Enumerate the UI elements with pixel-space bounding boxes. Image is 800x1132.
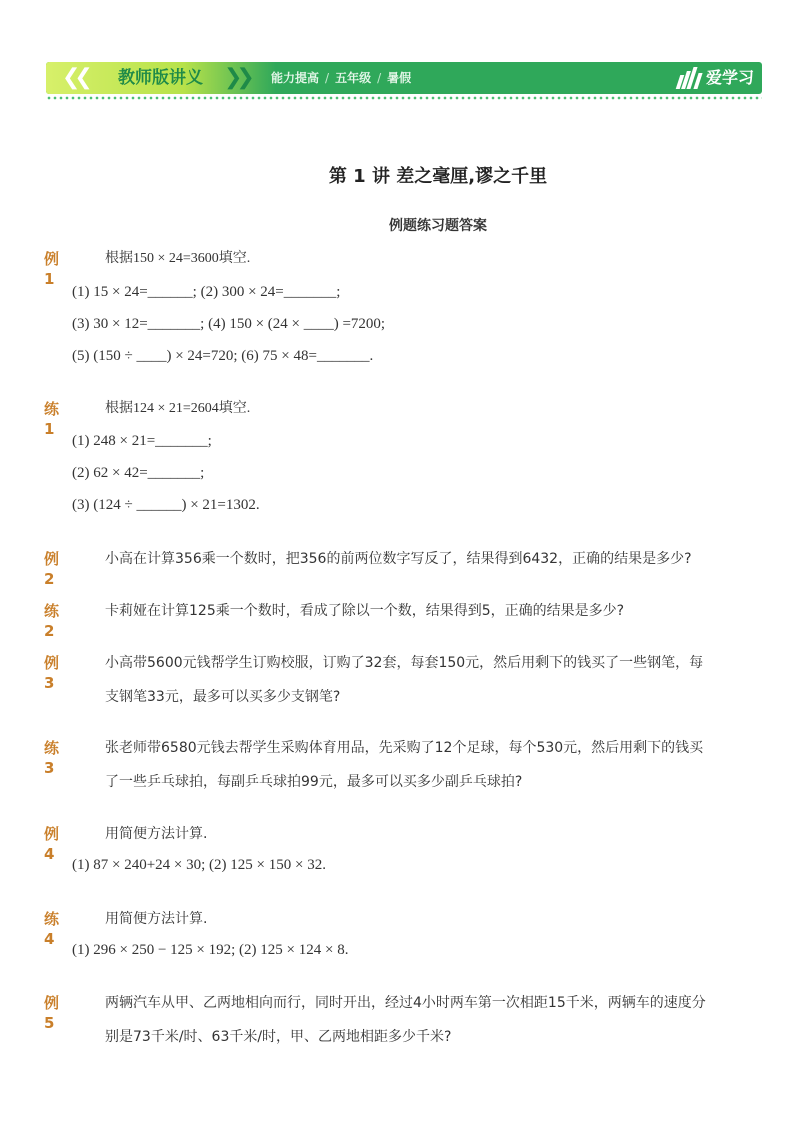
question-label: 练2	[44, 602, 60, 640]
question-label: 练3	[44, 739, 60, 777]
sub-item: (5) (150 ÷ ____) × 24=720; (6) 75 × 48=_______.	[72, 348, 374, 364]
breadcrumb: 能力提高 / 五年级 / 暑假	[271, 71, 412, 85]
chevrons-right-icon: ❯❯	[224, 65, 249, 90]
question-label: 例1	[44, 250, 60, 288]
crumb-grade: 五年级	[335, 71, 372, 85]
stem-line-1: 两辆汽车从甲、乙两地相向而行，同时开出，经过4小时两车第一次相距15千米，两辆车的速度分	[105, 995, 706, 1011]
stem-line-1: 张老师带6580元钱去帮学生采购体育用品，先采购了12个足球，每个530元，然后用剩下的钱买	[105, 740, 704, 756]
crumb-term: 暑假	[387, 71, 412, 85]
banner-title: 教师版讲义	[118, 68, 203, 88]
question-label: 例5	[44, 994, 60, 1032]
question-label: 例2	[44, 550, 60, 588]
chevrons-left-icon: ❮❮	[62, 65, 87, 90]
question-stem: 根据150 × 24=3600填空.	[105, 251, 251, 266]
logo-text: 爱学习	[705, 68, 754, 87]
stem-line-2: 支钢笔33元，最多可以买多少支钢笔?	[105, 689, 341, 705]
lesson-title: 第 1 讲 差之毫厘,谬之千里	[328, 166, 548, 187]
sub-item: (1) 15 × 24=______; (2) 300 × 24=_______;	[72, 284, 341, 300]
header-banner	[46, 62, 762, 94]
sub-item: (1) 87 × 240+24 × 30; (2) 125 × 150 × 32.	[72, 857, 326, 873]
stem-line-1: 小高带5600元钱帮学生订购校服，订购了32套，每套150元，然后用剩下的钱买了一些钢笔，每	[105, 655, 704, 671]
question-stem: 小高在计算356乘一个数时，把356的前两位数字写反了，结果得到6432，正确的结果是多少?	[105, 551, 692, 567]
sub-item: (1) 248 × 21=_______;	[72, 433, 212, 449]
crumb-ability: 能力提高	[271, 71, 320, 85]
banner-dots	[46, 96, 762, 100]
brand-logo	[678, 66, 754, 90]
question-stem	[105, 738, 755, 792]
question-stem: 用简便方法计算.	[105, 826, 208, 842]
question-stem	[105, 993, 755, 1047]
question-stem: 用简便方法计算.	[105, 911, 208, 927]
stem-line-2: 别是73千米/时、63千米/时，甲、乙两地相距多少千米?	[105, 1029, 452, 1045]
section-subtitle: 例题练习题答案	[389, 218, 487, 234]
sub-item: (3) (124 ÷ ______) × 21=1302.	[72, 497, 260, 513]
question-label: 练1	[44, 400, 60, 438]
sub-item: (2) 62 × 42=_______;	[72, 465, 205, 481]
sub-item: (3) 30 × 12=_______; (4) 150 × (24 × ____) =7200;	[72, 316, 386, 332]
question-label: 练4	[44, 910, 60, 948]
question-stem	[105, 653, 755, 707]
stem-line-2: 了一些乒乓球拍，每副乒乓球拍99元，最多可以买多少副乒乓球拍?	[105, 774, 523, 790]
question-label: 例3	[44, 654, 60, 692]
question-label: 例4	[44, 825, 60, 863]
logo-bars-icon	[678, 67, 702, 89]
question-stem: 卡莉娅在计算125乘一个数时，看成了除以一个数，结果得到5，正确的结果是多少?	[105, 603, 625, 619]
question-stem: 根据124 × 21=2604填空.	[105, 401, 251, 416]
sub-item: (1) 296 × 250 − 125 × 192; (2) 125 × 124 × 8.	[72, 942, 349, 958]
